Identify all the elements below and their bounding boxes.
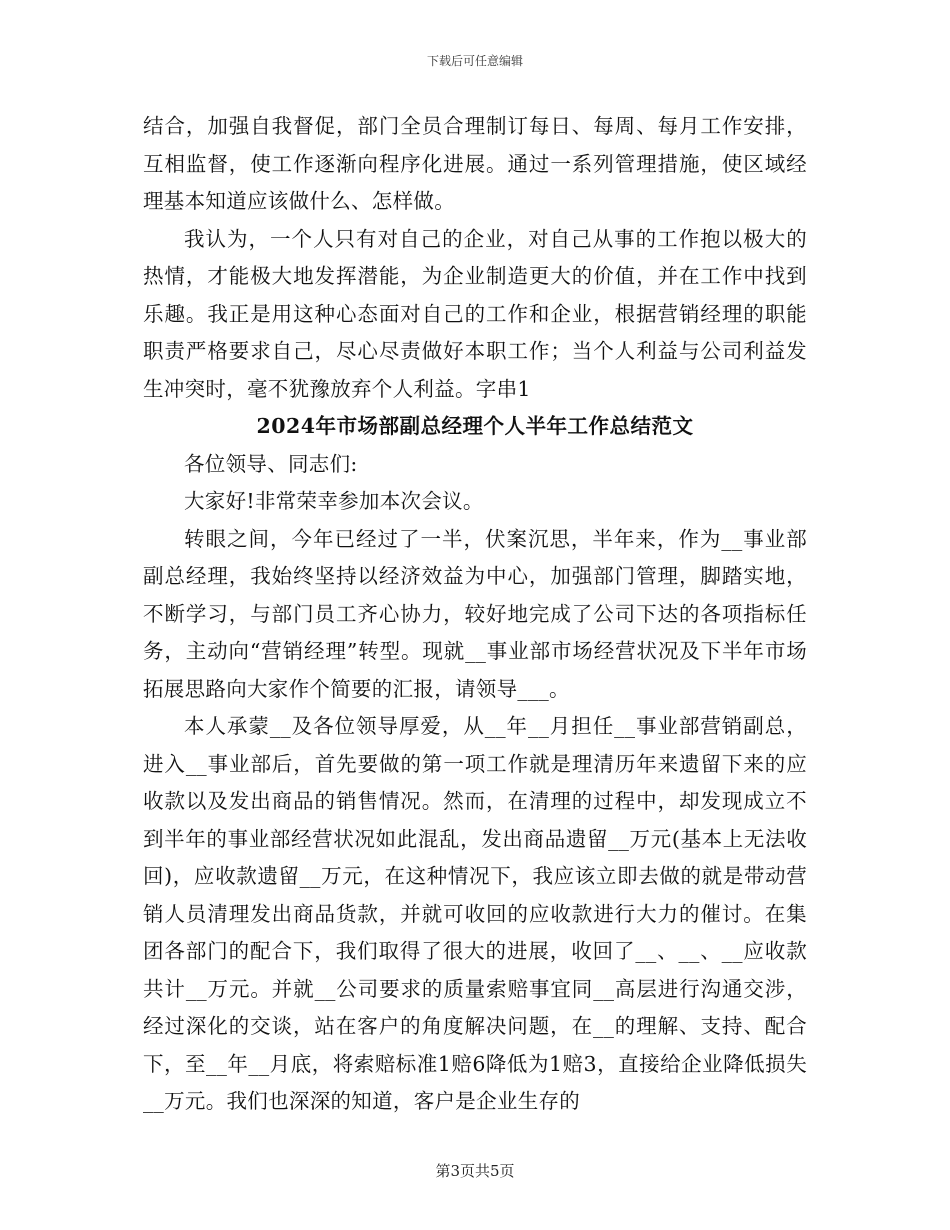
paragraph: 本人承蒙__及各位领导厚爱，从__年__月担任__事业部营销副总，进入__事业部后，首先要做的第一项工作就是理清历年来遗留下来的应收款以及发出商品的销售情况。然而，在清理的过程中，却发现成立不到半年的事业部经营状况如此混乱，发出商品遗留__万元(基本上无法收回)，应收款遗留__万元，在这种情况下，我应该立即去做的就是带动营销人员清理发出商品货款，并就可收回的应收款进行大力的催讨。在集团各部门的配合下，我们取得了很大的进展，收回了__、__、__应收款共计__万元。并就__公司要求的质量索赔事宜同__高层进行沟通交涉，经过深化的交谈，站在客户的角度解决问题，在__的理解、支持、配合下，至__年__月底，将索赔标准1赔6降低为1赔3，直接给企业降低损失__万元。我们也深深的知道，客户是企业生存的	[143, 714, 807, 1113]
document-body	[143, 108, 807, 1121]
document-title: 2024年市场部副总经理个人半年工作总结范文	[256, 414, 694, 438]
page-header-note: 下载后可任意编辑	[426, 54, 523, 68]
opening-line: 大家好!非常荣幸参加本次会议。	[184, 489, 484, 513]
paragraph-continued: 结合，加强自我督促，部门全员合理制订每日、每周、每月工作安排，互相监督，使工作逐渐向程序化进展。通过一系列管理措施，使区域经理基本知道应该做什么、怎样做。	[143, 114, 807, 213]
paragraph: 我认为，一个人只有对自己的企业，对自己从事的工作抱以极大的热情，才能极大地发挥潜能，为企业制造更大的价值，并在工作中找到乐趣。我正是用这种心态面对自己的工作和企业，根据营销经理的职能职责严格要求自己，尽心尽责做好本职工作；当个人利益与公司利益发生冲突时，毫不犹豫放弃个人利益。字串1	[143, 226, 807, 401]
paragraph: 转眼之间，今年已经过了一半，伏案沉思，半年来，作为__事业部副总经理，我始终坚持以经济效益为中心，加强部门管理，脚踏实地，不断学习，与部门员工齐心协力，较好地完成了公司下达的各项指标任务，主动向“营销经理”转型。现就__事业部市场经营状况及下半年市场拓展思路向大家作个简要的汇报，请领导___。	[143, 526, 807, 701]
greeting: 各位领导、同志们:	[184, 451, 358, 476]
page-number: 第3页共5页	[435, 1162, 515, 1180]
